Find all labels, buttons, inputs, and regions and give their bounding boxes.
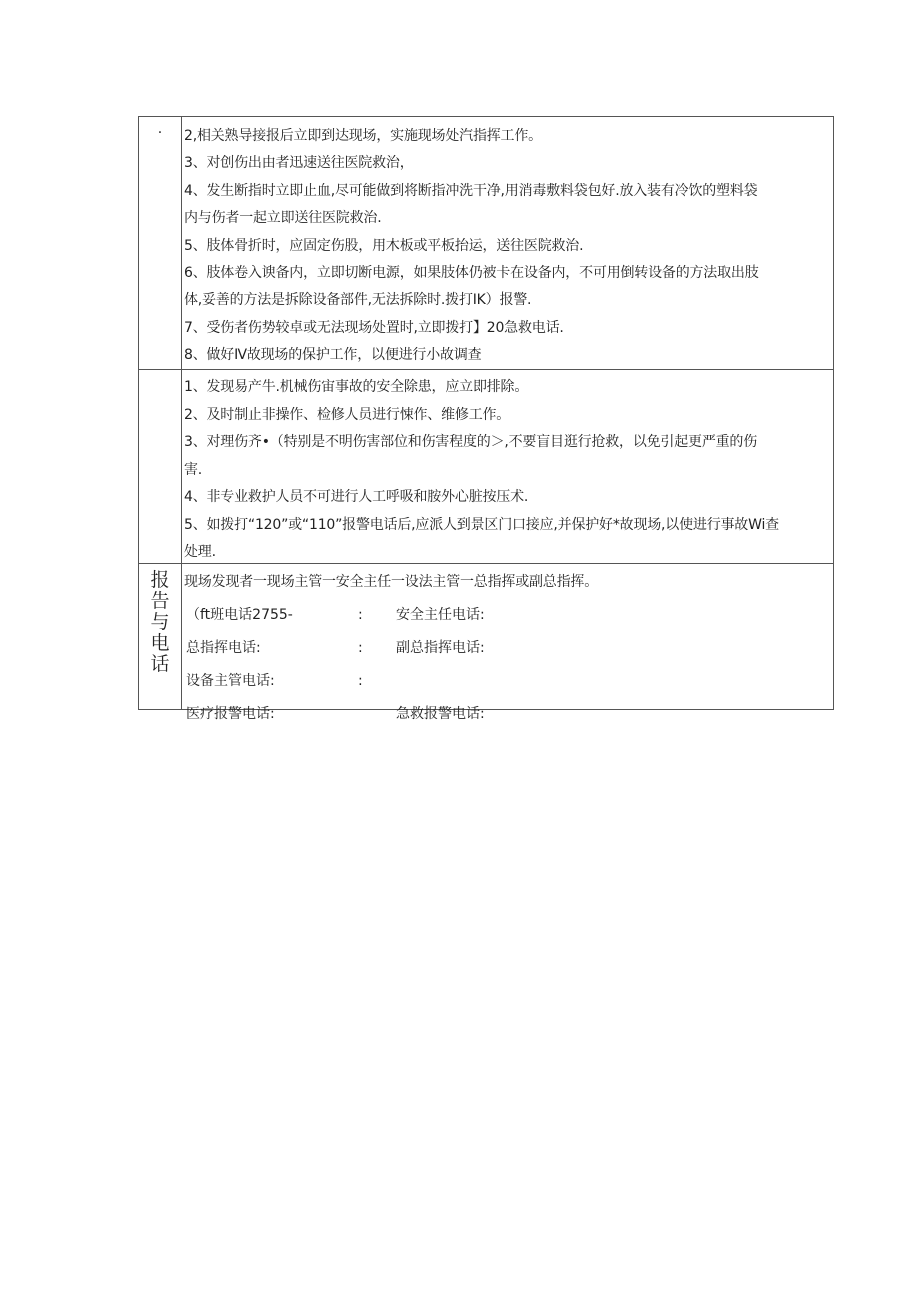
list-item: 2、及时制止非操作、检修人员进行悚作、维修工作。 [184,406,511,423]
row3-content-clip [182,564,833,722]
row1-lines [182,117,833,370]
row3-label-clip [139,564,181,709]
row3-label-cell [139,564,182,710]
label-char: 话 [150,653,170,675]
list-item: 4、发生断指时立即止血,尽可能做到将断指冲洗干净,用消毒敷料袋包好.放入装有冷饮的塑料袋 [184,182,758,199]
list-item: 2,相关熟导接报后立即到达现场，实施现场处汽指挥工作。 [184,128,542,144]
phone-label: 医疗报警电话: [186,706,275,722]
list-item: 5、如拨打“120”或“110”报警电话后,应派人到景区门口接应,并保护好*故现场,以使进行事故Wi查 [184,516,779,533]
table-row [139,564,834,710]
phone-row [184,599,829,632]
phone-label: 设备主管电话: [186,673,275,689]
list-item: 8、做好Ⅳ故现场的保护工作，以便进行小故调查 [184,347,482,364]
label-char: 与 [150,611,170,633]
phone-separator: : [358,607,363,623]
phone-label: 副总指挥电话: [396,640,485,656]
row2-left-clip [139,370,181,563]
list-item: 7、受伤者伤势较卓或无法现场处置时,立即拨打】20急救电话. [184,319,564,336]
row1-left-clip [139,117,181,369]
phone-row [184,665,829,698]
table-row [139,117,834,370]
row3-lines [182,564,833,731]
emergency-procedure-table [138,116,834,722]
phone-label: （ft班电话2755- [186,607,293,623]
list-item: 内与伤者一起立即送往医院救治. [184,210,382,227]
row2-content-cell [182,370,834,564]
list-item: 处理. [184,544,216,560]
list-item: 5、肢体骨折时，应固定伤股，用木板或平板抬运，送往医院救治. [184,237,584,254]
phone-label: 急救报警电话: [396,706,485,722]
row2-left-cell [139,370,182,564]
label-char: 报 [150,569,170,591]
label-char: 告 [150,590,170,612]
phone-label: 安全主任电话: [396,607,485,623]
row3-content-cell [182,564,834,722]
list-item: 6、肢体卷入谀备内，立即切断电源，如果肢体仍被卡在设备内，不可用倒转设备的方法取出肢 [184,265,759,282]
phone-label: 总指挥电话: [186,640,261,656]
dot-mark: · [157,125,163,141]
list-item: 3、对创伤出由者迅速送往医院救治， [184,155,414,172]
list-item: 1、发现易产牛.机械伤宙事故的安全除患，应立即排除。 [184,379,529,395]
list-item: 4、非专业救护人员不可进行人工呼吸和胺外心脏按压术. [184,489,529,505]
table-row [139,370,834,564]
row1-content-cell [182,117,834,370]
list-item: 害. [184,461,203,478]
report-flow: 现场发现者一现场主管一安全主任一设法主管一总指挥或副总指挥。 [184,574,598,590]
phone-separator: : [358,640,363,656]
row1-left-cell [139,117,182,370]
row2-lines [182,370,833,567]
row1-content-clip [182,117,833,369]
label-char: 电 [150,632,170,654]
report-phone-label [139,564,181,675]
phone-row [184,698,829,731]
phone-separator: : [358,673,363,689]
list-item: 体,妥善的方法是拆除设备部件,无法拆除时.拨打IK）报警. [184,292,532,309]
list-item: 3、对理伤齐•（特别是不明伤害部位和伤害程度的＞,不要盲目逛行抢救，以免引起更严重的伤 [184,434,758,450]
phone-row [184,632,829,665]
row2-content-clip [182,370,833,563]
